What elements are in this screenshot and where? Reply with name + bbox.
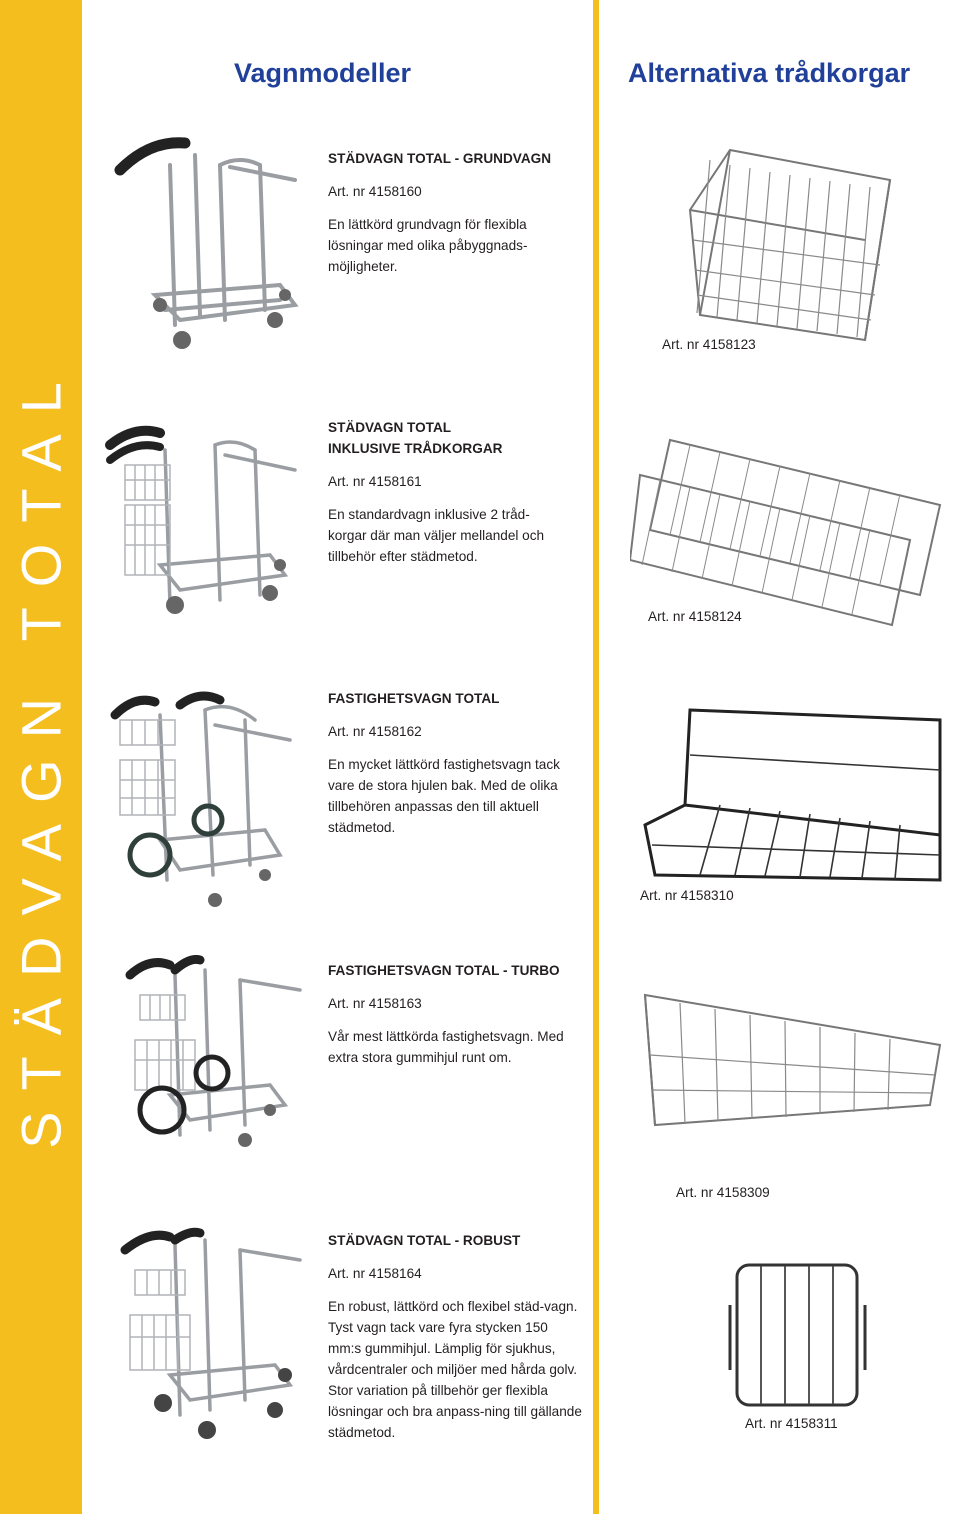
cart-models-heading: Vagnmodeller bbox=[234, 58, 412, 88]
basket-image-4158123 bbox=[685, 145, 895, 345]
product-fastighetsvagn bbox=[328, 688, 586, 838]
cart-image-fastighetsvagn bbox=[105, 690, 295, 910]
product-title: FASTIGHETSVAGN TOTAL bbox=[328, 691, 500, 706]
product-robust bbox=[328, 1230, 586, 1443]
product-art-number: Art. nr 4158162 bbox=[328, 724, 422, 739]
side-title: STÄDVAGN TOTAL bbox=[9, 361, 73, 1149]
product-description: En lättkörd grundvagn för flexibla lösningar med olika påbyggnads-möjligheter. bbox=[328, 217, 528, 274]
alternative-baskets-heading: Alternativa trådkorgar bbox=[628, 58, 911, 88]
basket-art-number-4158309: Art. nr 4158309 bbox=[676, 1185, 770, 1200]
product-title: STÄDVAGN TOTAL INKLUSIVE TRÅDKORGAR bbox=[328, 420, 503, 456]
basket-art-number-4158311: Art. nr 4158311 bbox=[745, 1416, 838, 1431]
basket-art-number-4158123: Art. nr 4158123 bbox=[662, 337, 756, 352]
product-fastighetsvagn-turbo bbox=[328, 960, 586, 1068]
product-title: FASTIGHETSVAGN TOTAL - TURBO bbox=[328, 963, 560, 978]
product-inklusive-tradkorgar bbox=[328, 417, 586, 567]
product-description: Vår mest lättkörda fastighetsvagn. Med extra stora gummihjul runt om. bbox=[328, 1029, 564, 1065]
basket-image-4158309 bbox=[640, 975, 945, 1135]
basket-image-4158311 bbox=[725, 1260, 870, 1410]
basket-image-4158310 bbox=[640, 705, 945, 885]
basket-art-number-4158124: Art. nr 4158124 bbox=[648, 609, 742, 624]
product-art-number: Art. nr 4158161 bbox=[328, 474, 422, 489]
product-title: STÄDVAGN TOTAL - GRUNDVAGN bbox=[328, 151, 552, 166]
cart-image-robust bbox=[115, 1225, 310, 1445]
cart-image-fastighetsvagn-turbo bbox=[120, 955, 310, 1155]
product-grundvagn bbox=[328, 148, 586, 277]
column-divider bbox=[593, 0, 599, 1514]
side-color-bar bbox=[0, 0, 82, 1514]
product-art-number: Art. nr 4158160 bbox=[328, 184, 422, 199]
product-art-number: Art. nr 4158163 bbox=[328, 996, 422, 1011]
basket-image-4158124 bbox=[630, 420, 945, 630]
product-description: En mycket lättkörd fastighetsvagn tack vare de stora hjulen bak. Med de olika tillbehören anpassas den till aktuell städmetod. bbox=[328, 757, 560, 835]
basket-art-number-4158310: Art. nr 4158310 bbox=[640, 888, 734, 903]
cart-image-grundvagn bbox=[110, 135, 310, 360]
cart-image-inklusive-tradkorgar bbox=[100, 425, 300, 625]
product-description: En standardvagn inklusive 2 tråd-korgar där man väljer mellandel och tillbehör efter städmetod. bbox=[328, 507, 545, 564]
product-description: En robust, lättkörd och flexibel städ-vagn. Tyst vagn tack vare fyra stycken 150 mm:s gummihjul. Lämplig för sjukhus, vårdcentraler och miljöer med hårda golv. Stor variation på tillbehör ger flexibla lösningar och bra anpass-ning till gällande städmetod. bbox=[328, 1299, 582, 1440]
product-art-number: Art. nr 4158164 bbox=[328, 1266, 422, 1281]
product-title: STÄDVAGN TOTAL - ROBUST bbox=[328, 1233, 521, 1248]
